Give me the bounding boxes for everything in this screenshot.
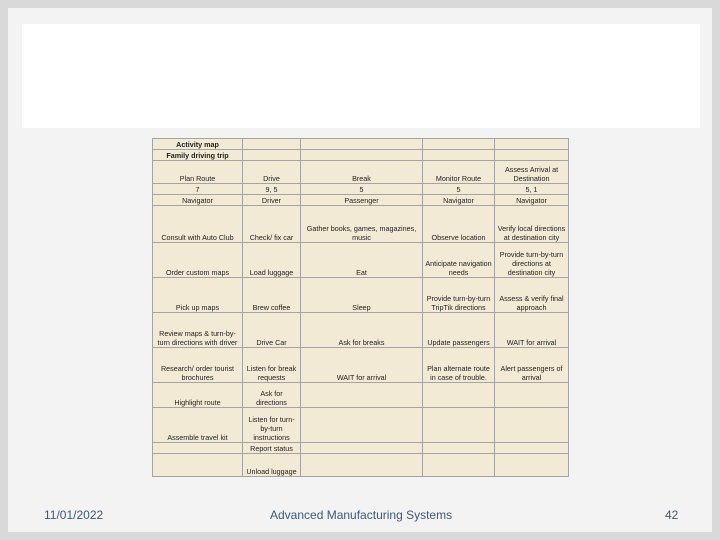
table-cell: Alert passengers of arrival (495, 348, 569, 383)
activity-map-table (152, 138, 569, 477)
slide-number: 42 (665, 508, 679, 522)
table-cell: Ask for breaks (301, 313, 423, 348)
table-cell: Load luggage (243, 243, 301, 278)
table-cell: WAIT for arrival (495, 313, 569, 348)
table-cell: Verify local directions at destination city (495, 206, 569, 243)
table-subtitle: Family driving trip (153, 150, 243, 161)
table-cell: Order custom maps (153, 243, 243, 278)
footer-date: 11/01/2022 (44, 508, 104, 522)
table-cell: 9, 5 (243, 184, 301, 195)
table-cell: Drive Car (243, 313, 301, 348)
table-cell: Listen for break requests (243, 348, 301, 383)
table-cell: Assemble travel kit (153, 408, 243, 443)
table-cell: Listen for turn-by-turn instructions (243, 408, 301, 443)
table-cell: 5 (423, 184, 495, 195)
table-cell: Check/ fix car (243, 206, 301, 243)
table-cell: 5, 1 (495, 184, 569, 195)
table-cell: Research/ order tourist brochures (153, 348, 243, 383)
table-cell: 7 (153, 184, 243, 195)
table-cell: Report status (243, 443, 301, 454)
table-cell: Unload luggage (243, 454, 301, 477)
table-cell: Update passengers (423, 313, 495, 348)
table-cell: Anticipate navigation needs (423, 243, 495, 278)
table-cell: Consult with Auto Club (153, 206, 243, 243)
role-cell: Navigator (495, 195, 569, 206)
role-cell: Navigator (153, 195, 243, 206)
table-cell: Provide turn-by-turn TripTik directions (423, 278, 495, 313)
footer-title: Advanced Manufacturing Systems (270, 508, 453, 522)
table-cell: Pick up maps (153, 278, 243, 313)
header-monitor-route: Monitor Route (423, 161, 495, 184)
table-cell: Assess & verify final approach (495, 278, 569, 313)
slide-title-placeholder (22, 24, 700, 128)
table-cell: Gather books, games, magazines, music (301, 206, 423, 243)
table-cell: Brew coffee (243, 278, 301, 313)
table-cell: Highlight route (153, 383, 243, 408)
table-cell: Provide turn-by-turn directions at destination city (495, 243, 569, 278)
table-cell: 5 (301, 184, 423, 195)
role-cell: Passenger (301, 195, 423, 206)
role-cell: Driver (243, 195, 301, 206)
table-cell: Review maps & turn-by-turn directions with driver (153, 313, 243, 348)
table-cell: Plan alternate route in case of trouble. (423, 348, 495, 383)
table-cell: Sleep (301, 278, 423, 313)
table-cell: Ask for directions (243, 383, 301, 408)
table-cell: WAIT for arrival (301, 348, 423, 383)
header-plan-route: Plan Route (153, 161, 243, 184)
header-assess-arrival: Assess Arrival at Destination (495, 161, 569, 184)
role-cell: Navigator (423, 195, 495, 206)
header-break: Break (301, 161, 423, 184)
table-title: Activity map (153, 139, 243, 150)
table-cell: Eat (301, 243, 423, 278)
header-drive: Drive (243, 161, 301, 184)
table-cell: Observe location (423, 206, 495, 243)
